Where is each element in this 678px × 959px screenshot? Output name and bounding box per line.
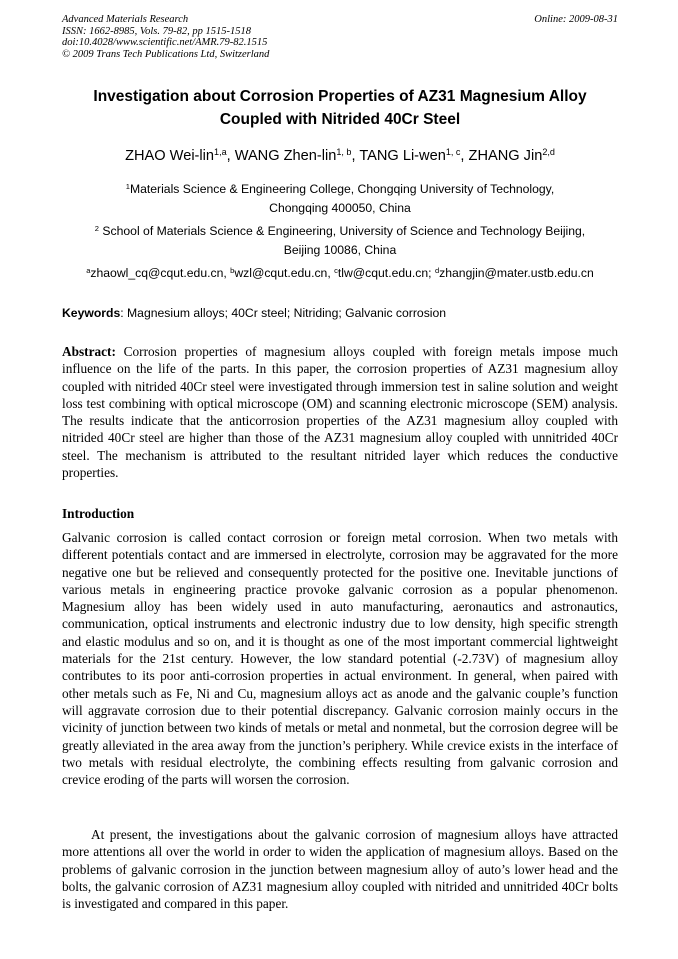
affiliation-1-line-2: Chongqing 400050, China	[269, 201, 411, 215]
abstract-text: Corrosion properties of magnesium alloys coupled with foreign metals impose much influence on the life of the parts. In this paper, the corrosion properties of AZ31 magnesium alloy coupled with nitrided 40Cr steel were investigated through immersion test in saline solution and weight loss test combining with optical microscope (OM) and scanning electronic microscope (SEM) analysis. The results indicate that the anticorrosion properties of the AZ31 magnesium alloy coupled with nitrided 40Cr steel are higher than those of the AZ31 magnesium alloy coupled with unnitrided 40Cr steel. The mechanism is attributed to the resultant nitrided layer which reduces the conductive properties.	[62, 344, 618, 481]
author-affiliation-mark: 1,a	[214, 147, 227, 158]
introduction-paragraph-1: Galvanic corrosion is called contact corrosion or foreign metal corrosion. When two metals with different potentials contact and are immersed in electrolyte, corrosion may be aggravated for the more negative one but be relieved and consequently protected for the positive one. Inevitable junctions of various metals in engineering practice provoke galvanic corrosion as a popular phenomenon. Magnesium alloy has been widely used in auto manufacturing, aeronautics and astronautics, communication, optical instruments and electronic industry due to low density, high specific strength and elastic modulus and so on, and it is thought as one of the most important commercial lightweight materials for the 21st century. However, the low standard potential (-2.73V) of magnesium alloy contributes to its poor anti-corrosion properties in actual environment. In general, when paired with other metals such as Fe, Ni and Cu, magnesium alloys act as anode and the galvanic couple’s function will aggravate corrosion due to their potential discrepancy. Galvanic corrosion mainly occurs in the vicinity of junction between two kinds of metals or metal and nonmetal, but the corrosion degree will be greatly alleviated in the area away from the junction’s periphery. While crevice exists in the interface of two metals with residual electrolyte, the combining effects resulting from galvanic corrosion and crevice eroding of the parts will worsen the corrosion.	[62, 530, 618, 788]
introduction-paragraph-2: At present, the investigations about the galvanic corrosion of magnesium alloys have attracted more attentions all over the world in order to widen the application of magnesium alloys. Based on the problems of galvanic corrosion in the junction between magnesium alloy of auto’s lower head and the bolts, the galvanic corrosion of AZ31 magnesium alloy coupled with nitrided and unnitrided 40Cr bolts is investigated and compared in this paper.	[62, 827, 618, 912]
author-name: TANG Li-wen	[359, 148, 446, 164]
affiliation-mark: 2	[94, 223, 99, 233]
affiliation-2-line-2: Beijing 10086, China	[283, 243, 397, 257]
abstract-label: Abstract:	[62, 344, 116, 359]
copyright-line: © 2009 Trans Tech Publications Ltd, Switzerland	[62, 48, 270, 60]
email-list	[62, 264, 618, 282]
abstract	[62, 343, 618, 481]
author-separator: ,	[460, 148, 469, 164]
keywords-label: Keywords	[62, 306, 121, 320]
doi-line: doi:10.4028/www.scientific.net/AMR.79-82.1515	[62, 37, 268, 48]
affiliation-mark: 1	[125, 181, 130, 191]
keywords	[62, 304, 618, 322]
author-name: WANG Zhen-lin	[234, 148, 337, 164]
email-mark: a	[86, 265, 91, 275]
affiliation-2-line-1: School of Materials Science & Engineering, University of Science and Technology Beijing,	[99, 224, 586, 238]
author-separator: ,	[351, 148, 360, 164]
author-affiliation-mark: 1, b	[336, 147, 352, 158]
title-line-1: Investigation about Corrosion Properties of AZ31 Magnesium Alloy	[93, 88, 587, 105]
email-address: zhaowl_cq@cqut.edu.cn,	[90, 266, 231, 280]
email-mark: c	[334, 265, 338, 275]
email-address: tlw@cqut.edu.cn;	[337, 266, 435, 280]
online-date: Online: 2009-08-31	[534, 14, 618, 25]
author-affiliation-mark: 2,d	[542, 147, 555, 158]
email-mark: b	[230, 265, 235, 275]
issn-line: ISSN: 1662-8985, Vols. 79-82, pp 1515-1518	[62, 25, 251, 37]
email-address: wzl@cqut.edu.cn,	[234, 266, 335, 280]
author-affiliation-mark: 1, c	[445, 147, 461, 158]
journal-name: Advanced Materials Research	[62, 14, 189, 25]
author-separator: ,	[226, 148, 235, 164]
affiliation-2	[62, 222, 618, 260]
paper-title	[62, 86, 618, 131]
author-name: ZHANG Jin	[468, 148, 543, 164]
email-mark: d	[434, 265, 440, 275]
email-address: zhangjin@mater.ustb.edu.cn	[439, 266, 594, 280]
journal-header	[62, 14, 618, 60]
author-name: ZHAO Wei-lin	[125, 148, 215, 164]
affiliation-1	[62, 180, 618, 218]
author-list	[62, 147, 618, 165]
introduction-heading: Introduction	[62, 506, 135, 521]
title-line-2: Coupled with Nitrided 40Cr Steel	[219, 110, 461, 128]
keywords-text: : Magnesium alloys; 40Cr steel; Nitriding; Galvanic corrosion	[120, 306, 447, 320]
affiliation-1-line-1: Materials Science & Engineering College, Chongqing University of Technology,	[129, 182, 555, 196]
